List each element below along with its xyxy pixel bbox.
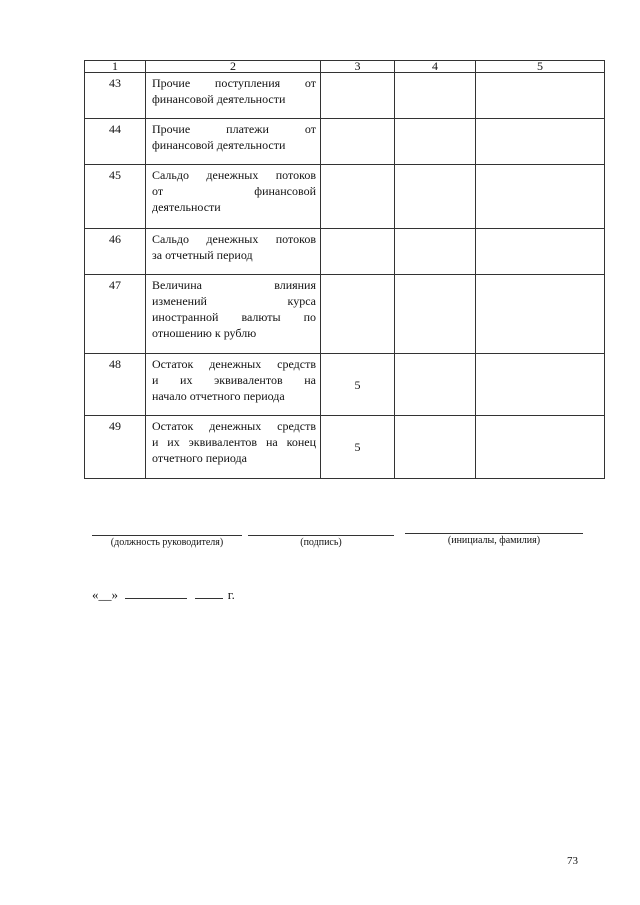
date-year-blank [195, 588, 223, 599]
row-description-line: изменений курса [152, 294, 316, 308]
date-day-field: «__» [92, 587, 118, 602]
row-number-cell: 43 [85, 73, 146, 119]
table-body [85, 73, 605, 479]
row-number-cell: 47 [85, 275, 146, 354]
row-value-cell-4 [395, 119, 476, 165]
table-row [85, 73, 605, 119]
row-number-cell: 46 [85, 229, 146, 275]
row-value-cell-3 [321, 229, 395, 275]
row-description-line: Остаток денежных средств [152, 419, 316, 433]
date-month-blank [125, 588, 187, 599]
row-description-line: деятельности [152, 200, 221, 214]
row-value-cell-4 [395, 229, 476, 275]
date-line [92, 587, 235, 603]
column-header-5: 5 [476, 61, 605, 73]
table-row [85, 119, 605, 165]
signature-label: (подпись) [300, 537, 342, 548]
row-value-cell-4 [395, 354, 476, 416]
table-row [85, 275, 605, 354]
row-number-cell: 49 [85, 416, 146, 479]
table-row [85, 416, 605, 479]
table-row [85, 165, 605, 229]
name-label: (инициалы, фамилия) [447, 535, 541, 546]
row-description-line: и их эквивалентов на [152, 373, 316, 387]
row-value-cell-3 [321, 119, 395, 165]
row-value-cell-5 [476, 73, 605, 119]
row-description-line: иностранной валюты по [152, 310, 316, 324]
column-header-2: 2 [146, 61, 321, 73]
position-label: (должность руководителя) [110, 537, 224, 548]
row-value-cell-4 [395, 165, 476, 229]
row-value-cell-5 [476, 165, 605, 229]
row-value-cell-5 [476, 275, 605, 354]
row-description-line: финансовой деятельности [152, 138, 286, 152]
table-row [85, 229, 605, 275]
row-value-cell-3 [321, 73, 395, 119]
date-year-suffix: г. [227, 587, 235, 602]
row-value-cell-5 [476, 119, 605, 165]
row-value-cell-4 [395, 275, 476, 354]
column-header-4: 4 [395, 61, 476, 73]
column-header-1: 1 [85, 61, 146, 73]
table-header-row [85, 61, 605, 73]
row-value-cell-3 [321, 165, 395, 229]
cash-flow-table [84, 60, 605, 479]
row-description-line: Сальдо денежных потоков [152, 168, 316, 182]
row-description-cell [146, 229, 321, 275]
row-description-line: Сальдо денежных потоков [152, 232, 316, 246]
row-description-line: Прочие платежи от [152, 122, 316, 136]
row-value-cell-3: 5 [321, 416, 395, 479]
row-description-line: финансовой деятельности [152, 92, 286, 106]
row-value-cell-3: 5 [321, 354, 395, 416]
row-value-cell-4 [395, 73, 476, 119]
row-description-line: отношению к рублю [152, 326, 257, 340]
row-description-line: Величина влияния [152, 278, 316, 292]
row-value-cell-5 [476, 354, 605, 416]
row-description-cell [146, 119, 321, 165]
row-number-cell: 44 [85, 119, 146, 165]
position-signature-line [92, 535, 242, 536]
row-description-line: Прочие поступления от [152, 76, 316, 90]
row-value-cell-4 [395, 416, 476, 479]
row-number-cell: 48 [85, 354, 146, 416]
page-number: 73 [567, 855, 578, 867]
row-description-line: отчетного периода [152, 451, 247, 465]
row-description-line: от финансовой [152, 184, 316, 198]
row-description-line: Остаток денежных средств [152, 357, 316, 371]
column-header-3: 3 [321, 61, 395, 73]
row-description-line: начало отчетного периода [152, 389, 285, 403]
row-description-cell [146, 73, 321, 119]
row-description-cell [146, 275, 321, 354]
table-row [85, 354, 605, 416]
row-value-cell-3 [321, 275, 395, 354]
row-description-cell [146, 354, 321, 416]
row-description-line: за отчетный период [152, 248, 253, 262]
row-number-cell: 45 [85, 165, 146, 229]
name-signature-line [405, 533, 583, 534]
row-value-cell-5 [476, 416, 605, 479]
signature-line [248, 535, 394, 536]
row-description-cell [146, 416, 321, 479]
row-value-cell-5 [476, 229, 605, 275]
row-description-line: и их эквивалентов на конец [152, 435, 316, 449]
row-description-cell [146, 165, 321, 229]
